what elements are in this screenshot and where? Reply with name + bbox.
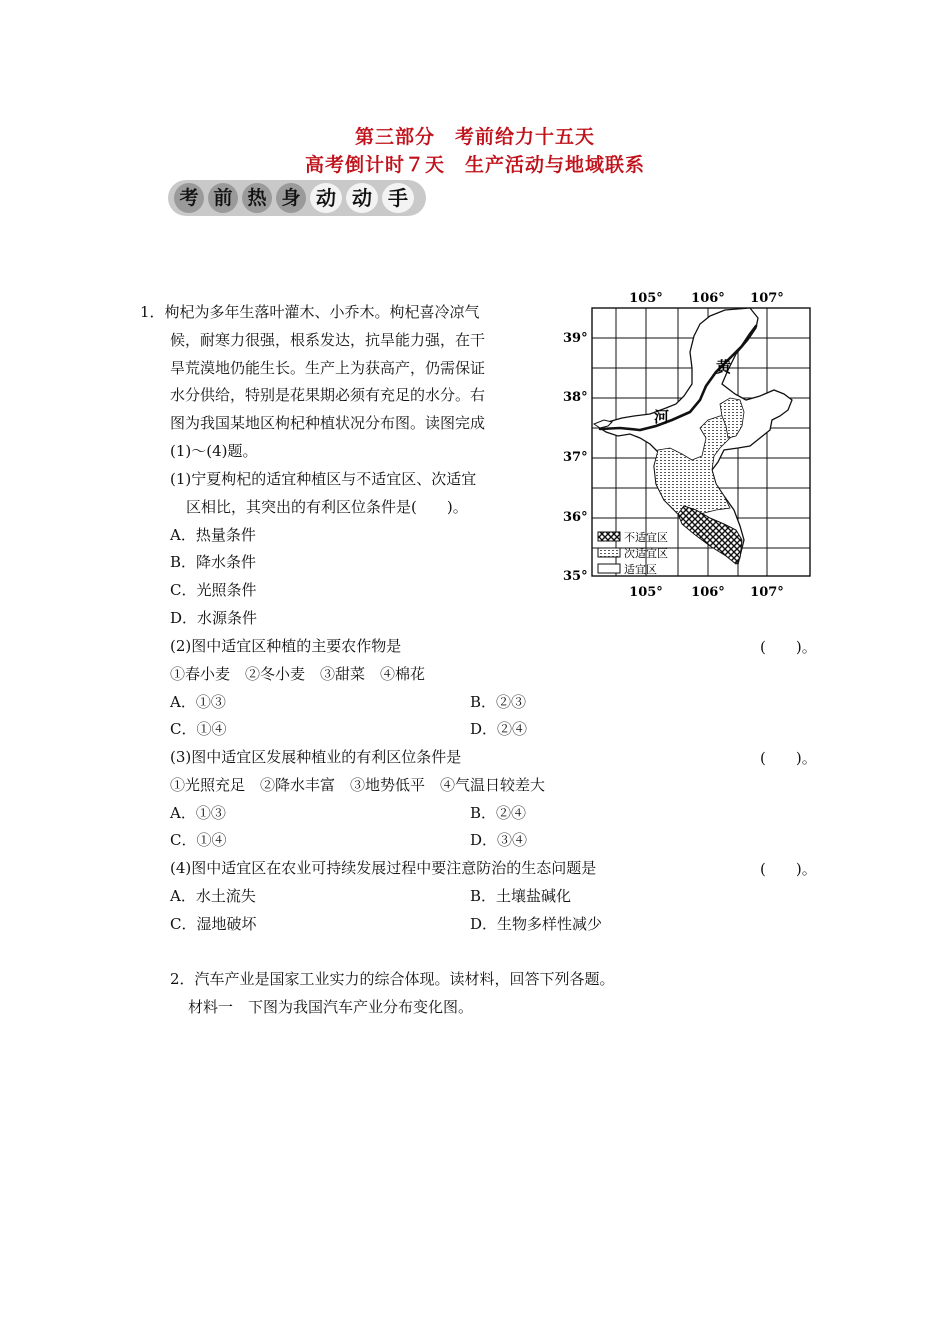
lat-label: 35° [563,569,588,584]
q1-sub4-option: D．生物多样性减少 [470,915,603,933]
lat-label: 37° [563,450,588,465]
q1-sub3-option: C．①④ [170,831,227,849]
q1-sub1-stem: 区相比，其突出的有利区位条件是( )。 [186,498,468,516]
q1-sub4-option: B．土壤盐碱化 [470,887,572,905]
q1-sub3-stem: (3)图中适宜区发展种植业的有利区位条件是 [170,748,462,766]
badge-char: 前 [208,183,238,213]
map-legend [598,531,668,576]
answer-parenthesis: ( )。 [760,860,817,878]
river-label: 黄 [716,358,732,376]
legend-label-unsuitable: 不适宜区 [624,531,668,544]
q1-sub2-option: C．①④ [170,720,227,738]
section-badge [168,180,426,216]
q1-sub1-stem: (1)宁夏枸杞的适宜种植区与不适宜区、次适宜 [170,470,477,488]
q1-intro-line: 1．枸杞为多年生落叶灌木、小乔木。枸杞喜冷凉气 [140,303,480,321]
badge-char: 考 [174,183,204,213]
lat-label: 36° [563,510,588,525]
q2-stem: 2．汽车产业是国家工业实力的综合体现。读材料，回答下列各题。 [170,970,615,988]
q1-sub1-option: D．水源条件 [170,609,258,627]
lon-label: 107° [750,291,784,306]
q1-sub2-option: B．②③ [470,693,527,711]
lon-label: 106° [691,291,725,306]
badge-char: 手 [382,183,414,213]
badge-char: 热 [242,183,272,213]
title-line-2: 高考倒计时７天 生产活动与地域联系 [304,154,645,176]
q1-sub4-stem: (4)图中适宜区在农业可持续发展过程中要注意防治的生态问题是 [170,859,597,877]
q1-sub3-option: D．③④ [470,831,528,849]
lat-label: 39° [563,331,588,346]
q1-sub1-option: A．热量条件 [170,526,256,544]
goji-distribution-map [560,288,820,600]
q1-sub3-items: ①光照充足 ②降水丰富 ③地势低平 ④气温日较差大 [170,776,546,794]
q1-sub2-stem: (2)图中适宜区种植的主要农作物是 [170,637,402,655]
q1-intro-line: 候，耐寒力很强，根系发达，抗旱能力强，在干 [170,331,486,349]
badge-char: 动 [310,183,342,213]
q1-intro-line: 水分供给，特别是花果期必须有充足的水分。右 [170,386,486,404]
lon-label: 106° [691,585,725,600]
q1-sub3-option: B．②④ [470,804,527,822]
legend-label-suitable: 适宜区 [624,563,657,576]
legend-label-sub-suitable: 次适宜区 [624,547,668,560]
q1-sub2-option: A．①③ [170,693,226,711]
q1-intro-line: (1)～(4)题。 [170,442,258,460]
answer-parenthesis: ( )。 [760,749,817,767]
q1-intro-line: 图为我国某地区枸杞种植状况分布图。读图完成 [170,414,486,432]
title-line-1: 第三部分 考前给力十五天 [354,126,595,148]
q1-sub4-option: A．水土流失 [170,887,256,905]
badge-char: 动 [346,183,378,213]
answer-parenthesis: ( )。 [760,638,817,656]
q1-sub1-option: C．光照条件 [170,581,257,599]
q1-sub1-option: B．降水条件 [170,553,257,571]
q1-sub2-option: D．②④ [470,720,528,738]
q1-sub3-option: A．①③ [170,804,226,822]
river-label: 河 [654,408,670,426]
q1-intro-line: 旱荒漠地仍能生长。生产上为获高产，仍需保证 [170,359,486,377]
lon-label: 105° [629,291,663,306]
q1-sub2-items: ①春小麦 ②冬小麦 ③甜菜 ④棉花 [170,665,426,683]
badge-char: 身 [276,183,306,213]
q2-material: 材料一 下图为我国汽车产业分布变化图。 [188,998,474,1016]
lat-label: 38° [563,390,588,405]
lon-label: 105° [629,585,663,600]
q1-sub4-option: C．湿地破坏 [170,915,257,933]
lon-label: 107° [750,585,784,600]
